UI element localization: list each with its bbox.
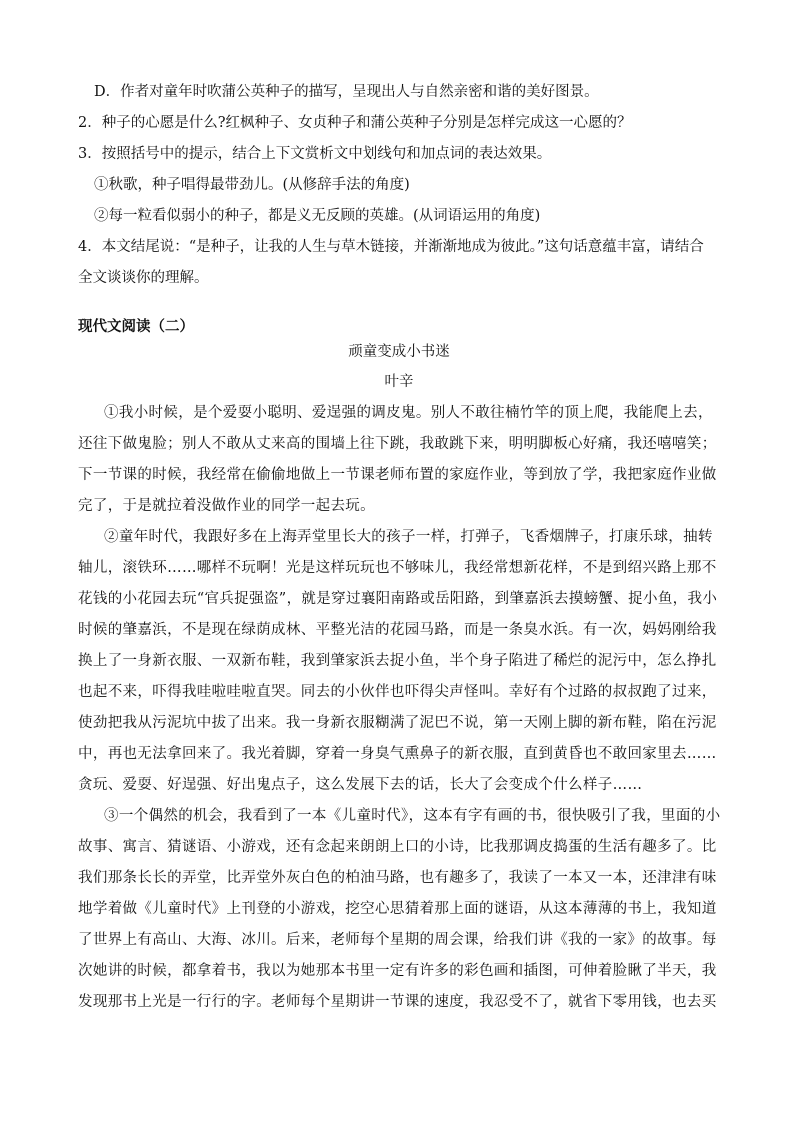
paragraph-2-line: 换上了一身新衣服、一双新布鞋，我到肇家浜去捉小鱼，半个身子陷进了稀烂的泥污中，怎么挣扎: [78, 653, 717, 669]
question-4-line-2: 全文谈谈你的理解。: [78, 270, 209, 286]
question-3-sub-1: ①秋歌，种子唱得最带劲儿。(从修辞手法的角度): [94, 177, 410, 193]
article-title: 顽童变成小书迷: [348, 344, 450, 360]
paragraph-2-line: ②童年时代，我跟好多在上海弄堂里长大的孩子一样，打弹子，飞香烟牌子，打康乐球，抽转: [104, 529, 713, 545]
question-3-sub-2: ②每一粒看似弱小的种子，都是义无反顾的英雄。(从词语运用的角度): [94, 208, 541, 224]
paragraph-3-line: 故事、寓言、猜谜语、小游戏，还有念起来朗朗上口的小诗，比我那调皮捣蛋的生活有趣多了。比: [78, 839, 717, 855]
paragraph-3-line: ③一个偶然的机会，我看到了一本《儿童时代》，这本有字有画的书，很快吸引了我，里面的小: [104, 808, 721, 824]
paragraph-1-line: ①我小时候，是个爱耍小聪明、爱逞强的调皮鬼。别人不敢往楠竹竿的顶上爬，我能爬上去，: [104, 405, 713, 421]
paragraph-1-line: 下一节课的时候，我经常在偷偷地做上一节课老师布置的家庭作业，等到放了学，我把家庭作业做: [78, 467, 717, 483]
paragraph-3-line: 次她讲的时候，都拿着书，我以为她那本书里一定有许多的彩色画和插图，可伸着脸瞅了半天，我: [78, 963, 717, 979]
question-4-line-1: 4．本文结尾说：“是种子，让我的人生与草木链接，并渐渐地成为彼此。”这句话意蕴丰富，请结合: [78, 239, 704, 255]
paragraph-2-line: 中，再也无法拿回来了。我光着脚，穿着一身臭气熏鼻子的新衣服，直到黄昏也不敢回家里去……: [78, 746, 717, 762]
paragraph-1-line: 完了，于是就拉着没做作业的同学一起去玩。: [78, 498, 375, 514]
paragraph-2-line: 时候的肇嘉浜，不是现在绿荫成林、平整光洁的花园马路，而是一条臭水浜。有一次，妈妈刚给我: [78, 622, 717, 638]
paragraph-3-line: 发现那书上光是一行行的字。老师每个星期讲一节课的速度，我忍受不了，就省下零用钱，也去买: [78, 994, 717, 1010]
paragraph-2-line: 轴儿，滚铁环……哪样不玩啊！光是这样玩玩也不够味儿，我经常想新花样，不是到绍兴路上那不: [78, 560, 717, 576]
article-author: 叶辛: [384, 374, 414, 390]
paragraph-3-line: 地学着做《儿童时代》上刊登的小游戏，挖空心思猜着那上面的谜语，从这本薄薄的书上，我知道: [78, 901, 717, 917]
question-3: 3．按照括号中的提示，结合上下文赏析文中划线句和加点词的表达效果。: [78, 146, 552, 162]
question-2: 2．种子的心愿是什么?红枫种子、女贞种子和蒲公英种子分别是怎样完成这一心愿的？: [78, 115, 632, 131]
paragraph-2-line: 使劲把我从污泥坑中拔了出来。我一身新衣服糊满了泥巴不说，第一天刚上脚的新布鞋，陷在污泥: [78, 715, 717, 731]
section-heading: 现代文阅读（二）: [78, 319, 194, 335]
paragraph-1-line: 还往下做鬼脸；别人不敢从丈来高的围墙上往下跳，我敢跳下来，明明脚板心好痛，我还嘻嘻笑；: [78, 436, 717, 452]
paragraph-2-line: 贪玩、爱耍、好逞强、好出鬼点子，这么发展下去的话，长大了会变成个什么样子……: [78, 777, 643, 793]
paragraph-3-line: 了世界上有高山、大海、冰川。后来，老师每个星期的周会课，给我们讲《我的一家》的故事。每: [78, 932, 717, 948]
question-option-d: D．作者对童年时吹蒲公英种子的描写，呈现出人与自然亲密和谐的美好图景。: [94, 84, 599, 100]
paragraph-2-line: 花钱的小花园去玩“官兵捉强盗”，就是穿过襄阳南路或岳阳路，到肇嘉浜去摸螃蟹、捉小鱼，我小: [78, 591, 718, 607]
paragraph-2-line: 也起不来，吓得我哇啦哇啦直哭。同去的小伙伴也吓得尖声怪叫。幸好有个过路的叔叔跑了过来，: [78, 684, 717, 700]
paragraph-3-line: 我们那条长长的弄堂，比弄堂外灰白色的柏油马路，也有趣多了，我读了一本又一本，还津津有味: [78, 870, 717, 886]
